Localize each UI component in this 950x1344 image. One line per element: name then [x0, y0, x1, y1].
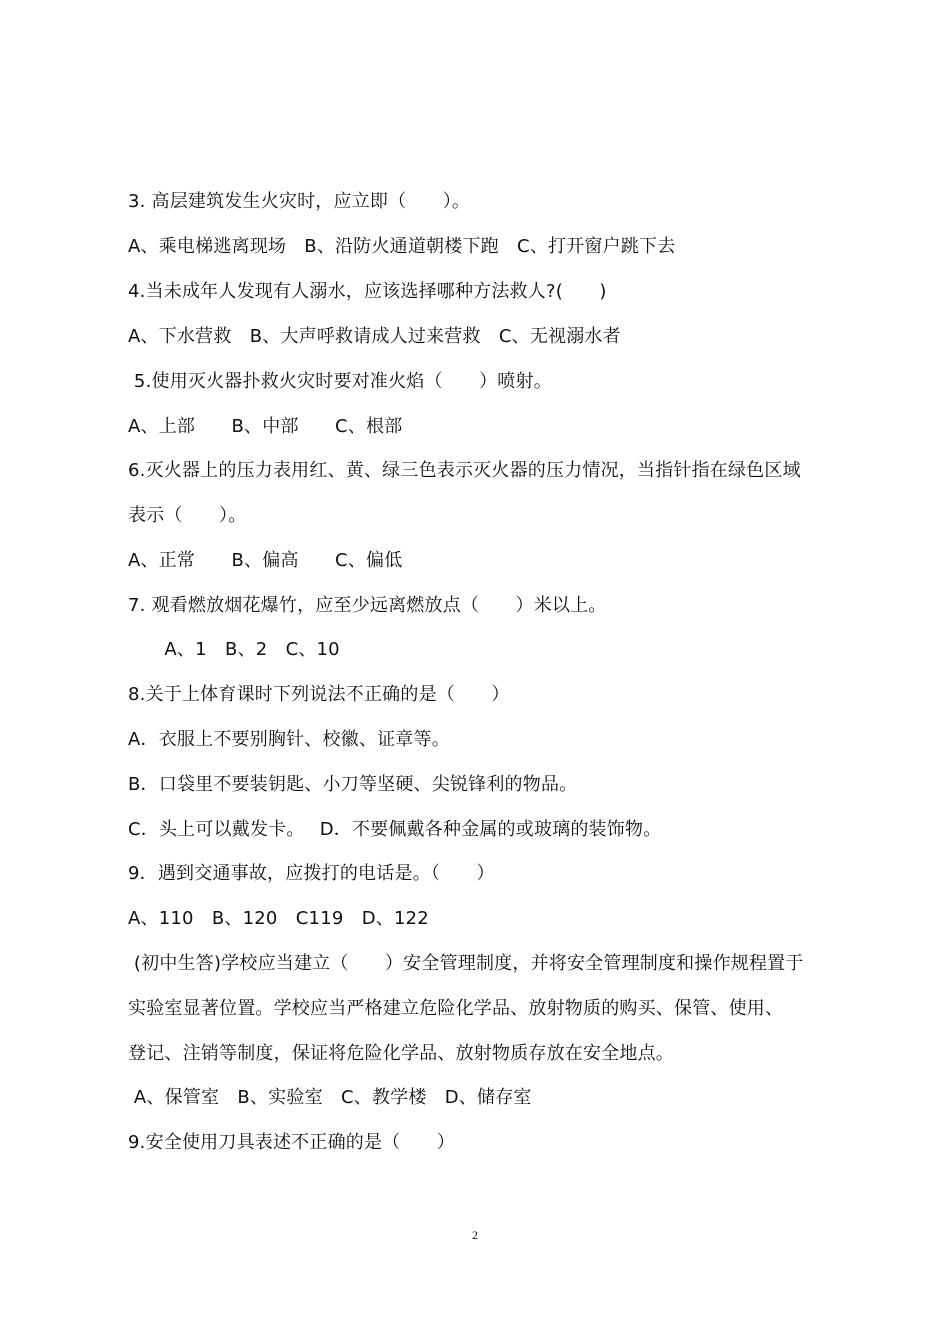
junior-question-text-line-2: 实验室显著位置。学校应当严格建立危险化学品、放射物质的购买、保管、使用、: [128, 998, 784, 1019]
junior-question-text-line-3: 登记、注销等制度，保证将危险化学品、放射物质存放在安全地点。: [128, 1043, 674, 1064]
page-number: 2: [472, 1228, 478, 1242]
question-8-option-b: B．口袋里不要装钥匙、小刀等坚硬、尖锐锋利的物品。: [128, 774, 578, 795]
question-7-text: 7. 观看燃放烟花爆竹，应至少远离燃放点（ ）米以上。: [128, 595, 607, 616]
question-9b-text: 9.安全使用刀具表述不正确的是（ ）: [128, 1132, 455, 1153]
question-5-options: A、上部 B、中部 C、根部: [128, 416, 403, 437]
question-8-text: 8.关于上体育课时下列说法不正确的是（ ）: [128, 684, 510, 705]
question-8-option-a: A．衣服上不要别胸针、校徽、证章等。: [128, 729, 450, 750]
question-3-options: A、乘电梯逃离现场 B、沿防火通道朝楼下跑 C、打开窗户跳下去: [128, 236, 676, 257]
question-8-options-c-d: C．头上可以戴发卡。 D．不要佩戴各种金属的或玻璃的装饰物。: [128, 819, 662, 840]
junior-question-options: A、保管室 B、实验室 C、教学楼 D、储存室: [128, 1087, 532, 1108]
question-4-text: 4.当未成年人发现有人溺水，应该选择哪种方法救人?( ): [128, 281, 607, 302]
question-3-text: 3. 高层建筑发生火灾时，应立即（ ）。: [128, 191, 471, 212]
question-9-options: A、110 B、120 C119 D、122: [128, 908, 429, 929]
junior-question-text-line-1: (初中生答)学校应当建立（ ）安全管理制度，并将安全管理制度和操作规程置于: [128, 953, 804, 974]
question-6-text-line-1: 6.灭火器上的压力表用红、黄、绿三色表示灭火器的压力情况，当指针指在绿色区域: [128, 460, 801, 481]
question-7-options: A、1 B、2 C、10: [128, 639, 340, 660]
question-5-text: 5.使用灭火器扑救火灾时要对准火焰（ ）喷射。: [128, 371, 552, 392]
question-6-options: A、正常 B、偏高 C、偏低: [128, 550, 403, 571]
question-4-options: A、下水营救 B、大声呼救请成人过来营救 C、无视溺水者: [128, 326, 621, 347]
question-9-text: 9．遇到交通事故，应拨打的电话是。（ ）: [128, 863, 495, 884]
question-6-text-line-2: 表示（ ）。: [128, 505, 247, 526]
